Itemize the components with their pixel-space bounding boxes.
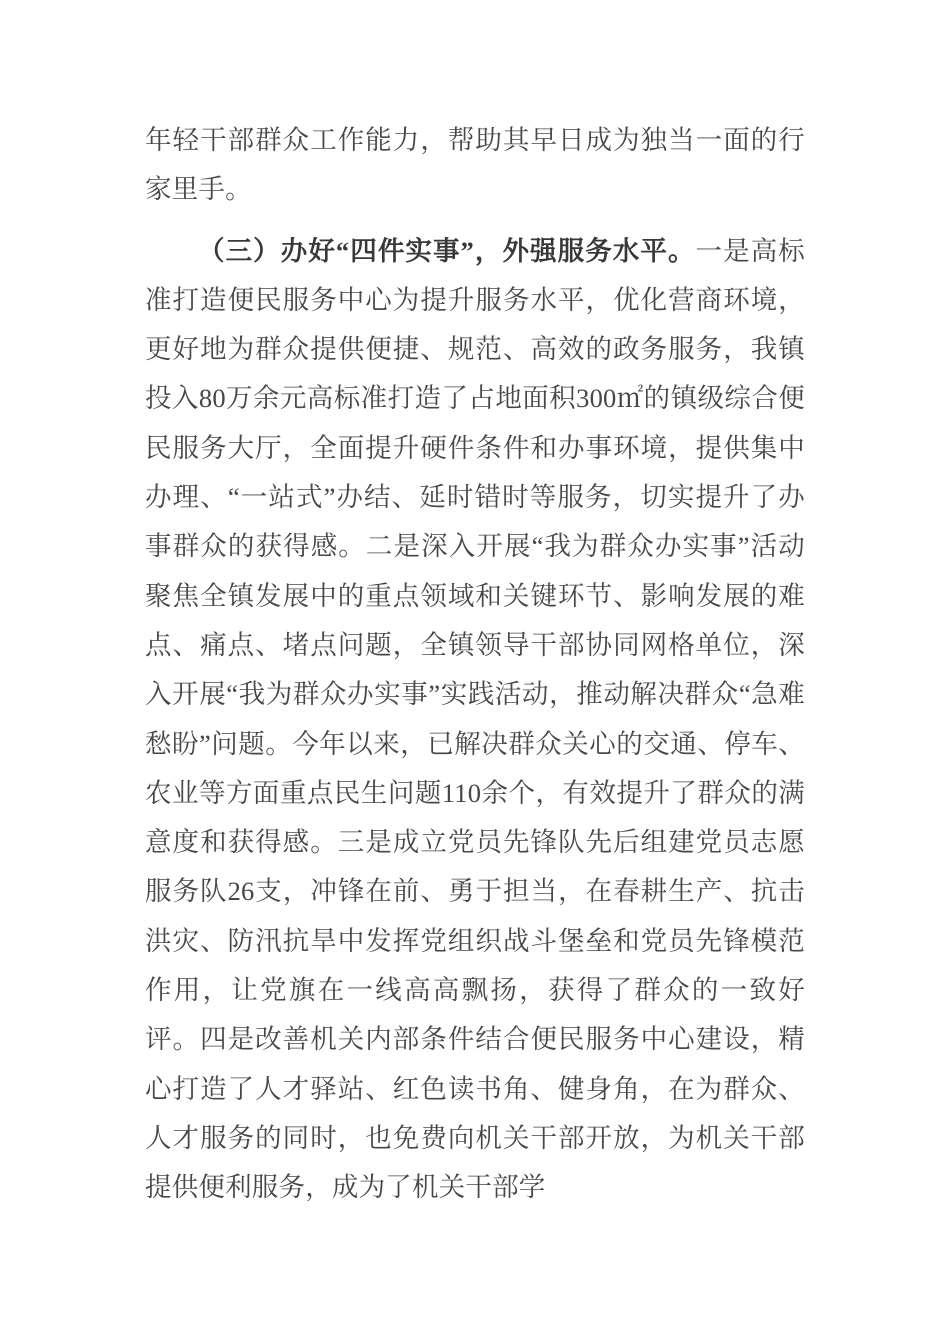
section-3-body-text: 一是高标准打造便民服务中心为提升服务水平，优化营商环境，更好地为群众提供便捷、规范、高效的政务服务，我镇投入80万余元高标准打造了占地面积300㎡的镇级综合便民服务大厅，全面提升硬件条件和办事环境，提供集中办理、“一站式”办结、延时错时等服务，切实提升了办事群众的获得感。二是深入开展“我为群众办实事”活动聚焦全镇发展中的重点领域和关键环节、影响发展的难点、痛点、堵点问题，全镇领导干部协同网格单位，深入开展“我为群众办实事”实践活动，推动解决群众“急难愁盼”问题。今年以来，已解决群众关心的交通、停车、农业等方面重点民生问题110余个，有效提升了群众的满意度和获得感。三是成立党员先锋队先后组建党员志愿服务队26支，冲锋在前、勇于担当，在春耕生产、抗击洪灾、防汛抗旱中发挥党组织战斗堡垒和党员先锋模范作用，让党旗在一线高高飘扬，获得了群众的一致好评。四是改善机关内部条件结合便民服务中心建设，精心打造了人才驿站、红色读书角、健身角，在为群众、人才服务的同时，也免费向机关干部开放，为机关干部提供便利服务，成为了机关干部学 — [145, 235, 805, 1203]
paragraph-section-3 — [145, 227, 805, 1213]
paragraph-continuation — [145, 116, 805, 215]
paragraph-continuation-text: 年轻干部群众工作能力，帮助其早日成为独当一面的行家里手。 — [145, 125, 805, 205]
section-3-heading: （三）办好“四件实事”，外强服务水平。 — [198, 235, 696, 266]
